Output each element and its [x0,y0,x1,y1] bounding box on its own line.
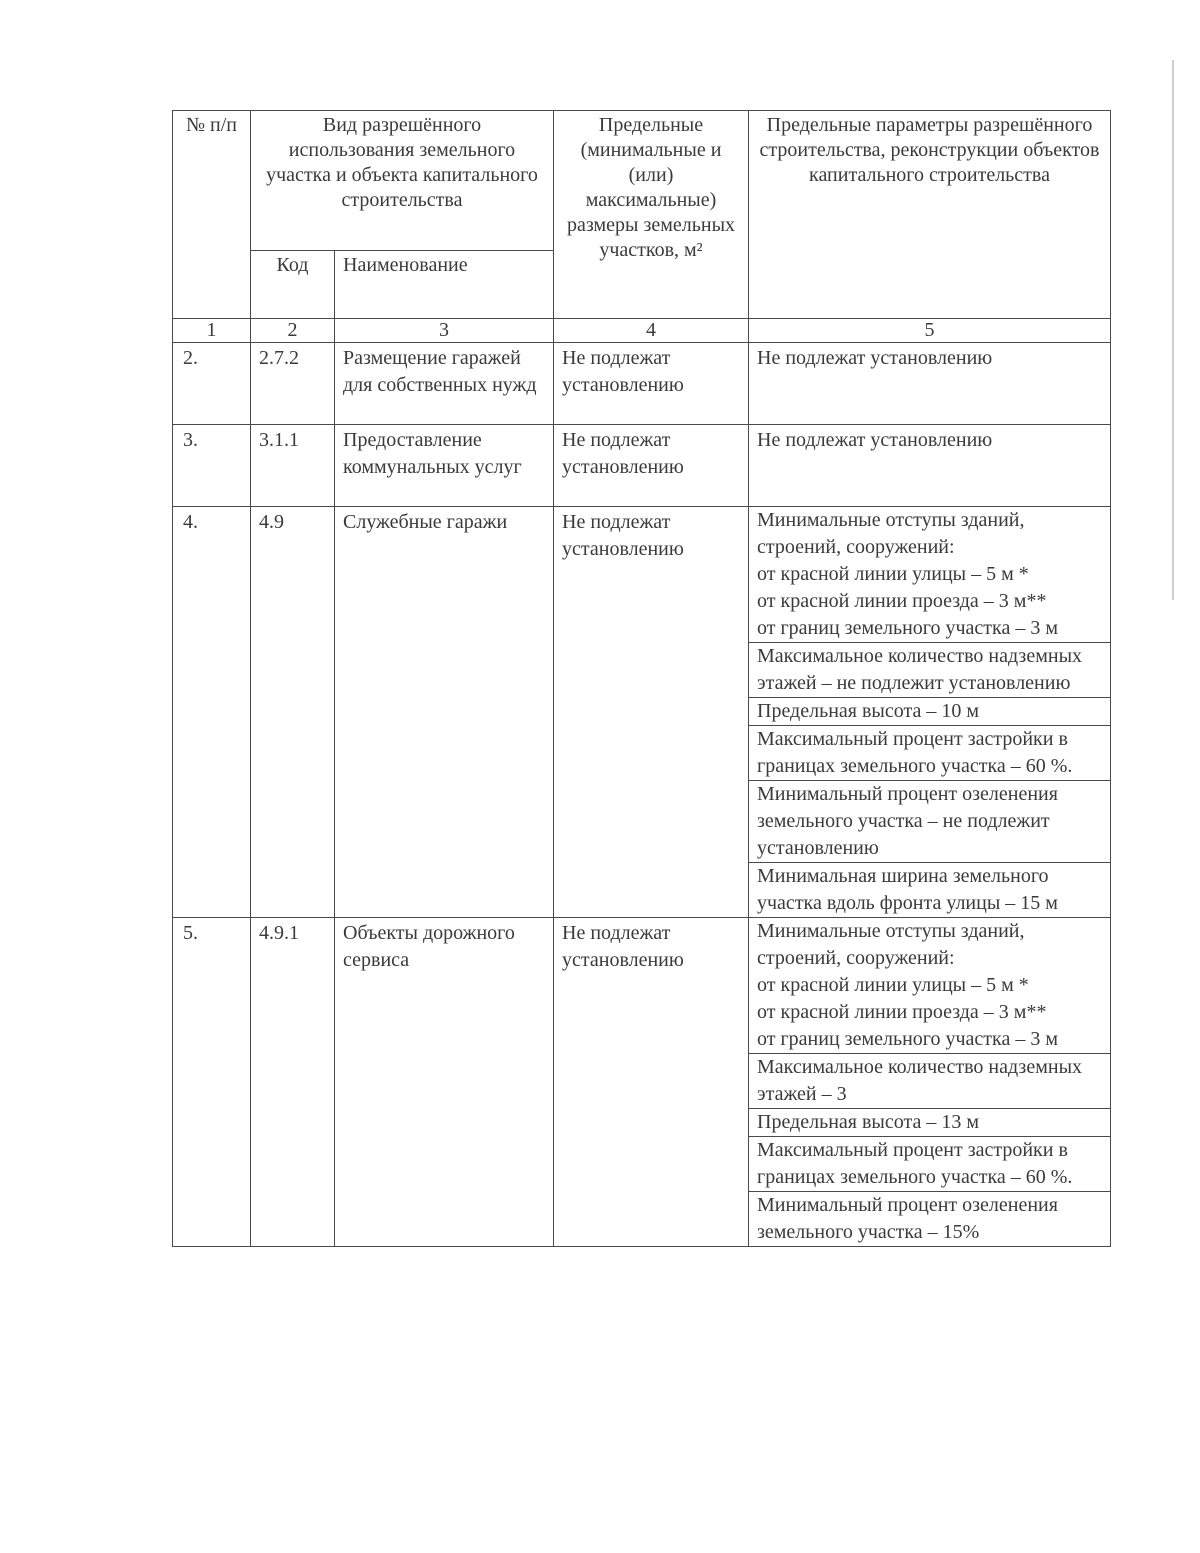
table-row [173,425,1111,507]
row-number: 5. [173,918,251,1247]
row-params [749,918,1111,1247]
row-sizes: Не подлежат установлению [554,343,749,425]
row-sizes: Не подлежат установлению [554,507,749,918]
param-floors: Максимальное количество надземных этажей – 3 [749,1054,1110,1109]
param-height: Предельная высота – 13 м [749,1109,1110,1137]
row-name: Объекты дорожного сервиса [335,918,554,1247]
row-params [749,507,1111,918]
row-number: 3. [173,425,251,507]
row-sizes: Не подлежат установлению [554,425,749,507]
header-sizes: Предельные (минимальные и (или) максимальные) размеры земельных участков, м² [554,111,749,319]
row-params: Не подлежат установлению [749,343,1111,425]
column-number: 3 [335,319,554,343]
param-floors: Максимальное количество надземных этажей – не подлежит установлению [749,643,1110,698]
header-kind-group: Вид разрешённого использования земельного участка и объекта капитального строительства [251,111,554,251]
table-row [173,507,1111,918]
param-coverage: Максимальный процент застройки в границах земельного участка – 60 %. [749,1137,1110,1192]
param-coverage: Максимальный процент застройки в границах земельного участка – 60 %. [749,726,1110,781]
row-name: Размещение гаражей для собственных нужд [335,343,554,425]
table-row [173,343,1111,425]
header-code: Код [251,251,335,319]
scan-edge-mark [1172,60,1174,600]
param-setbacks: Минимальные отступы зданий, строений, сооружений: от красной линии улицы – 5 м * от красной линии проезда – 3 м** от границ земельного участка – 3 м [749,918,1110,1054]
column-number: 5 [749,319,1111,343]
row-number: 4. [173,507,251,918]
param-frontage-width: Минимальная ширина земельного участка вдоль фронта улицы – 15 м [757,865,1058,914]
row-code: 2.7.2 [251,343,335,425]
row-params: Не подлежат установлению [749,425,1111,507]
row-code: 4.9.1 [251,918,335,1247]
row-code: 3.1.1 [251,425,335,507]
column-number: 2 [251,319,335,343]
row-number: 2. [173,343,251,425]
header-name: Наименование [335,251,554,319]
header-num: № п/п [173,111,251,319]
column-number: 1 [173,319,251,343]
land-use-table [172,110,1111,1247]
row-name: Предоставление коммунальных услуг [335,425,554,507]
row-name: Служебные гаражи [335,507,554,918]
row-sizes: Не подлежат установлению [554,918,749,1247]
row-code: 4.9 [251,507,335,918]
column-number: 4 [554,319,749,343]
param-greening: Минимальный процент озеленения земельного участка – не подлежит установлению [749,781,1110,863]
param-setbacks: Минимальные отступы зданий, строений, сооружений: от красной линии улицы – 5 м * от красной линии проезда – 3 м** от границ земельного участка – 3 м [749,507,1110,643]
param-greening: Минимальный процент озеленения земельного участка – 15% [757,1194,1058,1243]
header-params: Предельные параметры разрешённого строительства, реконструкции объектов капитального строительства [749,111,1111,319]
param-height: Предельная высота – 10 м [749,698,1110,726]
table-row [173,918,1111,1247]
